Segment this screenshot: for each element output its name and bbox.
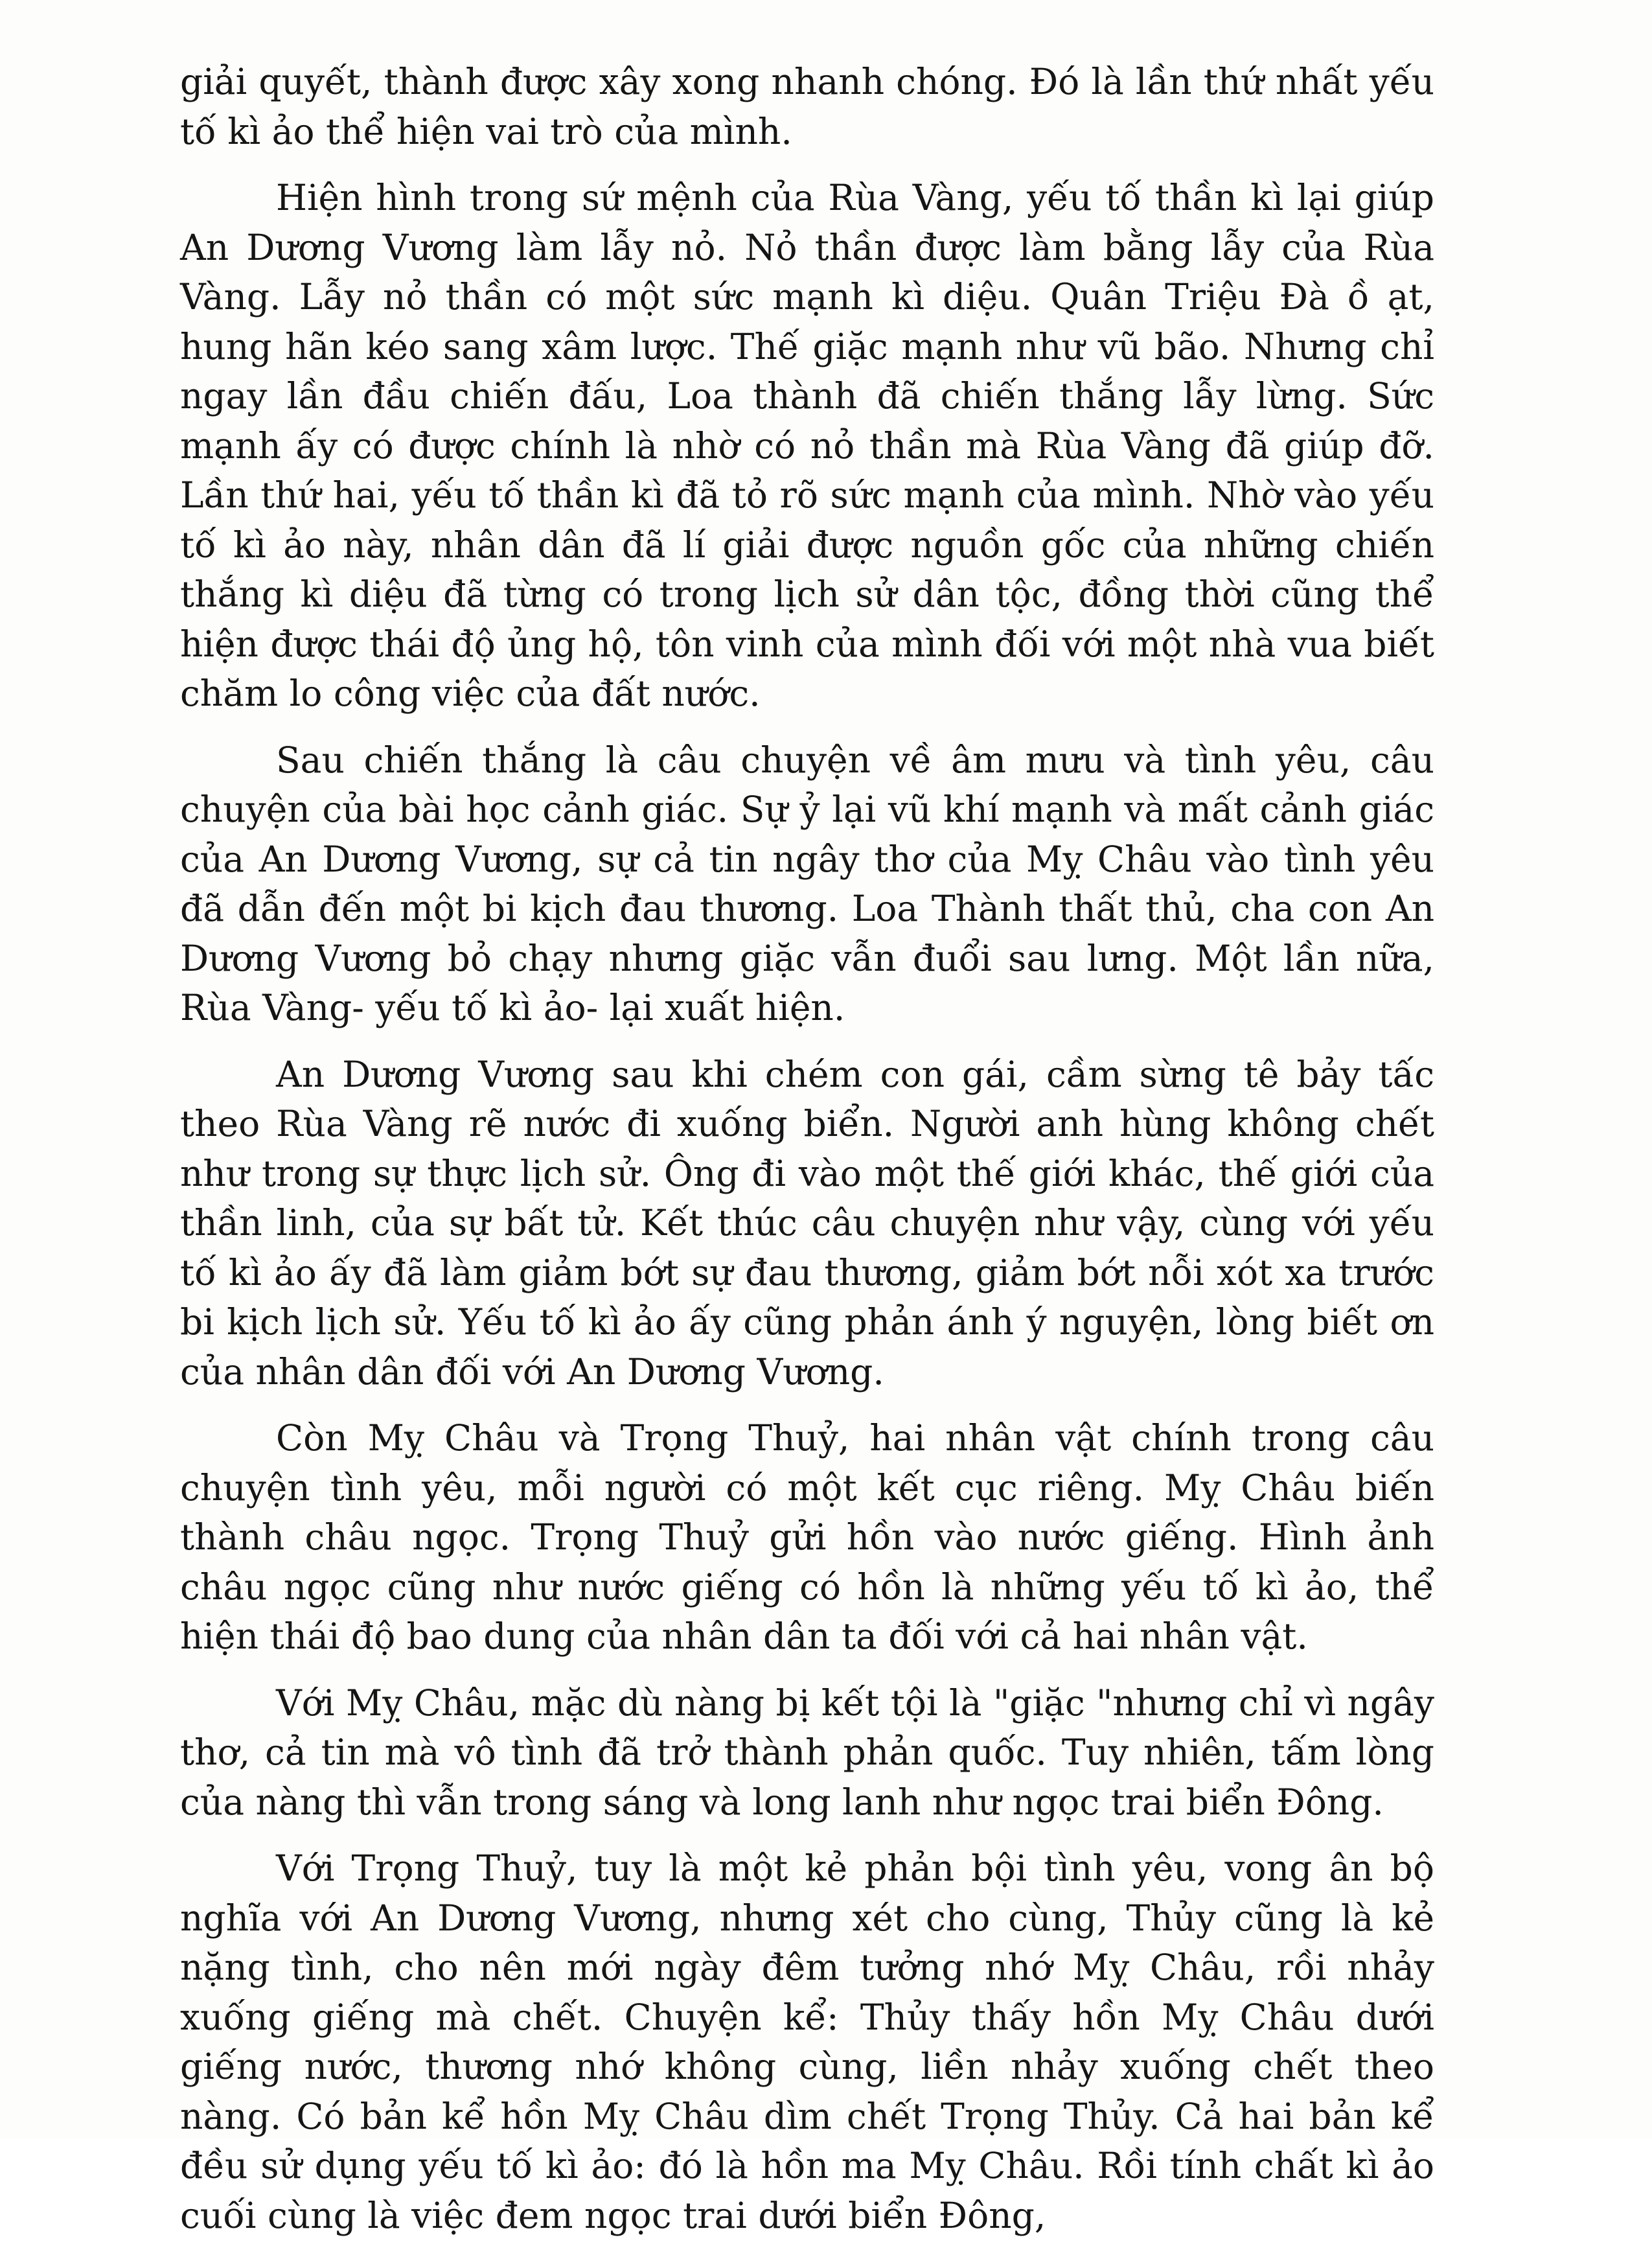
paragraph-1: giải quyết, thành được xây xong nhanh chóng. Đó là lần thứ nhất yếu tố kì ảo thể hiện vai trò của mình. [180, 61, 1434, 152]
paragraph-6: Với Mỵ Châu, mặc dù nàng bị kết tội là "giặc "nhưng chỉ vì ngây thơ, cả tin mà vô tình đã trở thành phản quốc. Tuy nhiên, tấm lòng của nàng thì vẫn trong sáng và long lanh như ngọc trai biển Đông. [180, 1682, 1434, 1823]
body-text [180, 57, 1434, 2257]
paragraph-7: Với Trọng Thuỷ, tuy là một kẻ phản bội tình yêu, vong ân bộ nghĩa với An Dương Vương, nhưng xét cho cùng, Thủy cũng là kẻ nặng tình, cho nên mới ngày đêm tưởng nhớ Mỵ Châu, rồi nhảy xuống giếng mà chết. Chuyện kể: Thủy thấy hồn Mỵ Châu dưới giếng nước, thương nhớ không cùng, liền nhảy xuống chết theo nàng. Có bản kể hồn Mỵ Châu dìm chết Trọng Thủy. Cả hai bản kể đều sử dụng yếu tố kì ảo: đó là hồn ma Mỵ Châu. Rồi tính chất kì ảo cuối cùng là việc đem ngọc trai dưới biển Đông, [180, 1847, 1434, 2236]
paragraph-5: Còn Mỵ Châu và Trọng Thuỷ, hai nhân vật chính trong câu chuyện tình yêu, mỗi người có một kết cục riêng. Mỵ Châu biến thành châu ngọc. Trọng Thuỷ gửi hồn vào nước giếng. Hình ảnh châu ngọc cũng như nước giếng có hồn là những yếu tố kì ảo, thể hiện thái độ bao dung của nhân dân ta đối với cả hai nhân vật. [180, 1417, 1434, 1657]
paragraph-3: Sau chiến thắng là câu chuyện về âm mưu và tình yêu, câu chuyện của bài học cảnh giác. Sự ỷ lại vũ khí mạnh và mất cảnh giác của An Dương Vương, sự cả tin ngây thơ của Mỵ Châu vào tình yêu đã dẫn đến một bi kịch đau thương. Loa Thành thất thủ, cha con An Dương Vương bỏ chạy nhưng giặc vẫn đuổi sau lưng. Một lần nữa, Rùa Vàng- yếu tố kì ảo- lại xuất hiện. [180, 739, 1434, 1028]
paragraph-4: An Dương Vương sau khi chém con gái, cầm sừng tê bảy tấc theo Rùa Vàng rẽ nước đi xuống biển. Người anh hùng không chết như trong sự thực lịch sử. Ông đi vào một thế giới khác, thế giới của thần linh, của sự bất tử. Kết thúc câu chuyện như vậy, cùng với yếu tố kì ảo ấy đã làm giảm bớt sự đau thương, giảm bớt nỗi xót xa trước bi kịch lịch sử. Yếu tố kì ảo ấy cũng phản ánh ý nguyện, lòng biết ơn của nhân dân đối với An Dương Vương. [180, 1053, 1434, 1393]
paragraph-2: Hiện hình trong sứ mệnh của Rùa Vàng, yếu tố thần kì lại giúp An Dương Vương làm lẫy nỏ. Nỏ thần được làm bằng lẫy của Rùa Vàng. Lẫy nỏ thần có một sức mạnh kì diệu. Quân Triệu Đà ồ ạt, hung hãn kéo sang xâm lược. Thế giặc mạnh như vũ bão. Nhưng chỉ ngay lần đầu chiến đấu, Loa thành đã chiến thắng lẫy lừng. Sức mạnh ấy có được chính là nhờ có nỏ thần mà Rùa Vàng đã giúp đỡ. Lần thứ hai, yếu tố thần kì đã tỏ rõ sức mạnh của mình. Nhờ vào yếu tố kì ảo này, nhân dân đã lí giải được nguồn gốc của những chiến thắng kì diệu đã từng có trong lịch sử dân tộc, đồng thời cũng thể hiện được thái độ ủng hộ, tôn vinh của mình đối với một nhà vua biết chăm lo công việc của đất nước. [180, 177, 1434, 714]
